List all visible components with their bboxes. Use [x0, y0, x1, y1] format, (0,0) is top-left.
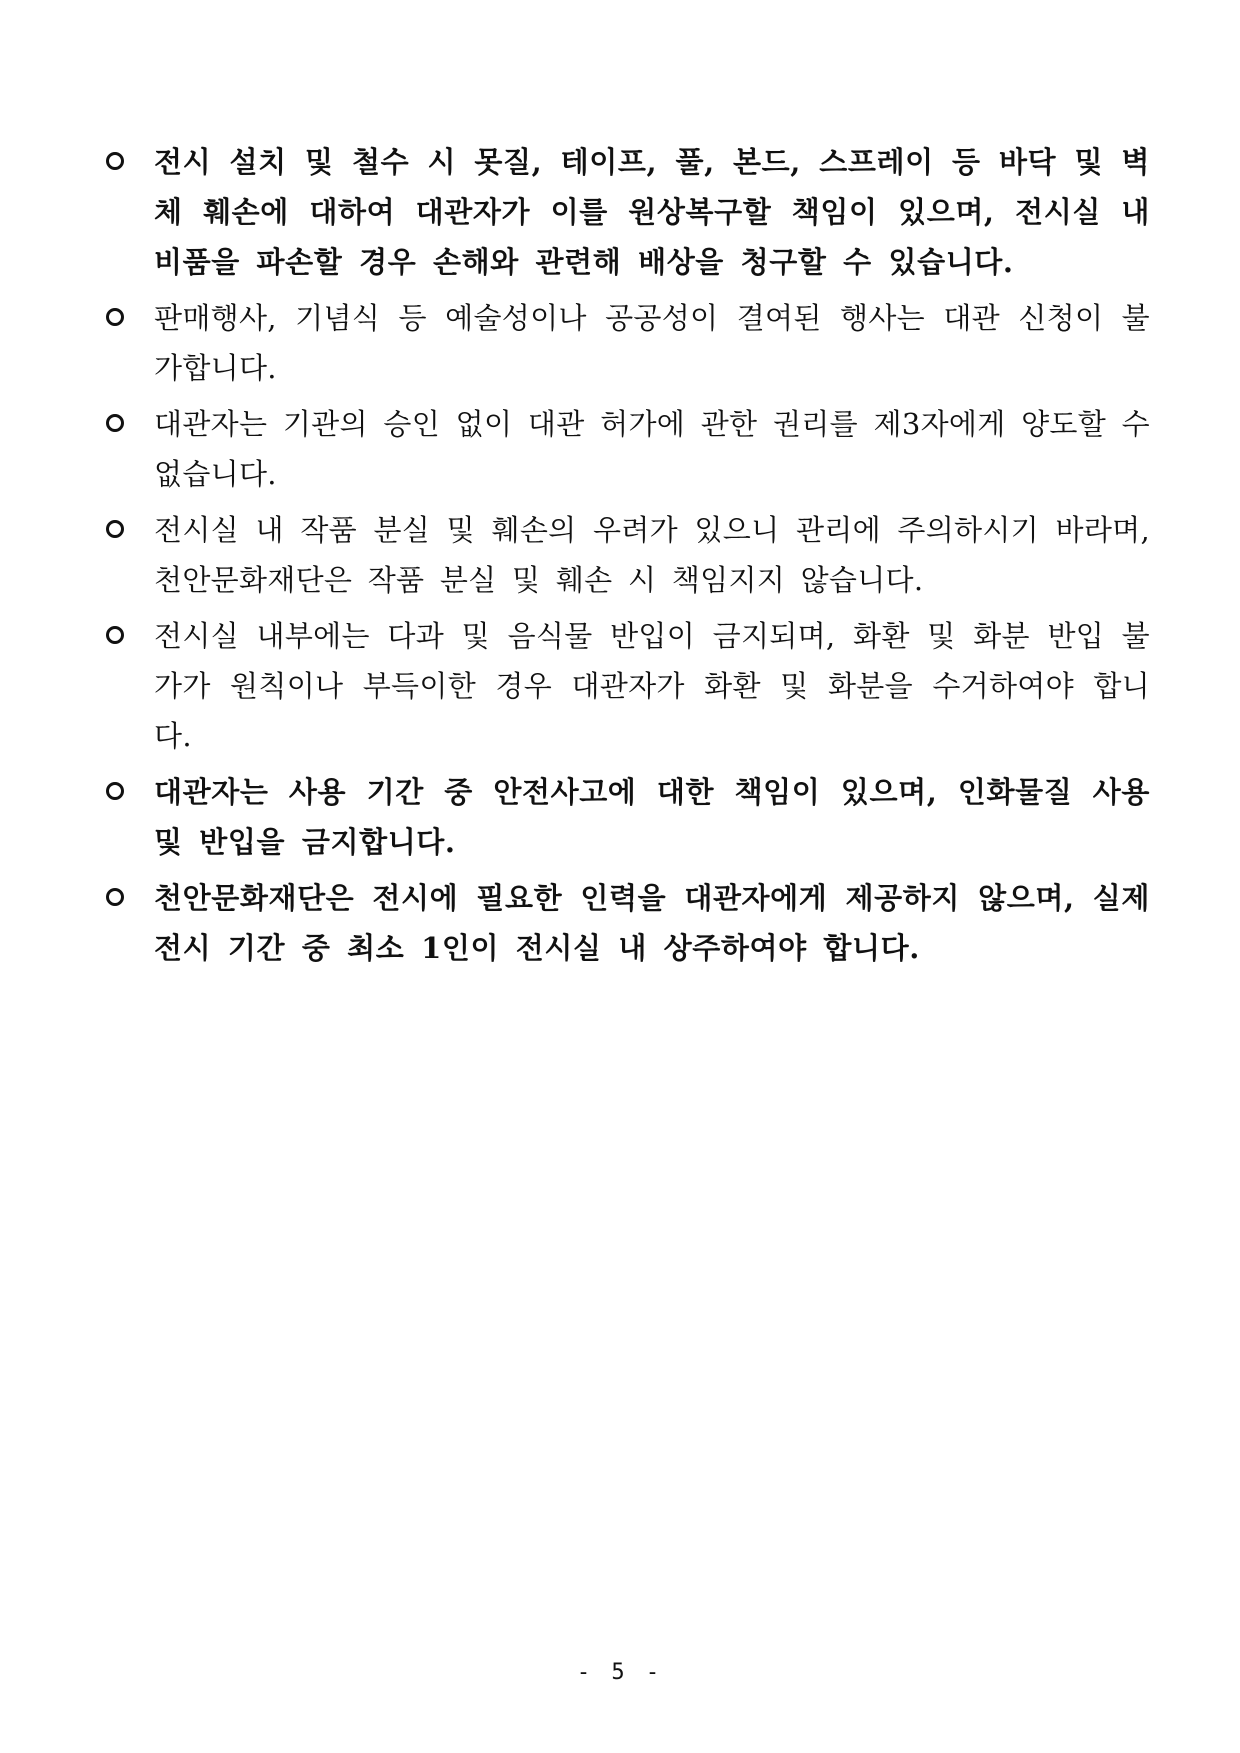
notice-text: 대관자는 사용 기간 중 안전사고에 대한 책임이 있으며, 인화물질 사용 및 반입을 금지합니다. [154, 775, 1150, 859]
hollow-circle-icon [106, 782, 124, 800]
notice-item [104, 293, 1150, 393]
notice-text: 대관자는 기관의 승인 없이 대관 허가에 관한 권리를 제3자에게 양도할 수 없습니다. [154, 407, 1150, 491]
notice-text: 판매행사, 기념식 등 예술성이나 공공성이 결여된 행사는 대관 신청이 불가합니다. [154, 301, 1150, 385]
notice-text: 전시 설치 및 철수 시 못질, 테이프, 풀, 본드, 스프레이 등 바닥 및 벽체 훼손에 대하여 대관자가 이를 원상복구할 책임이 있으며, 전시실 내 비품을 파손할 경우 손해와 관련해 배상을 청구할 수 있습니다. [154, 145, 1150, 279]
hollow-circle-icon [106, 888, 124, 906]
notice-list [104, 137, 1150, 979]
hollow-circle-icon [106, 414, 124, 432]
notice-item [104, 505, 1150, 605]
notice-item [104, 399, 1150, 499]
page-number: - 5 - [576, 1660, 664, 1685]
notice-item [104, 873, 1150, 973]
hollow-circle-icon [106, 152, 124, 170]
notice-item [104, 611, 1150, 761]
hollow-circle-icon [106, 626, 124, 644]
hollow-circle-icon [106, 520, 124, 538]
notice-item [104, 767, 1150, 867]
hollow-circle-icon [106, 308, 124, 326]
notice-item [104, 137, 1150, 287]
notice-text: 전시실 내부에는 다과 및 음식물 반입이 금지되며, 화환 및 화분 반입 불가가 원칙이나 부득이한 경우 대관자가 화환 및 화분을 수거하여야 합니다. [154, 619, 1150, 753]
notice-text: 천안문화재단은 전시에 필요한 인력을 대관자에게 제공하지 않으며, 실제 전시 기간 중 최소 1인이 전시실 내 상주하여야 합니다. [154, 881, 1150, 965]
notice-text: 전시실 내 작품 분실 및 훼손의 우려가 있으니 관리에 주의하시기 바라며, 천안문화재단은 작품 분실 및 훼손 시 책임지지 않습니다. [154, 513, 1150, 597]
